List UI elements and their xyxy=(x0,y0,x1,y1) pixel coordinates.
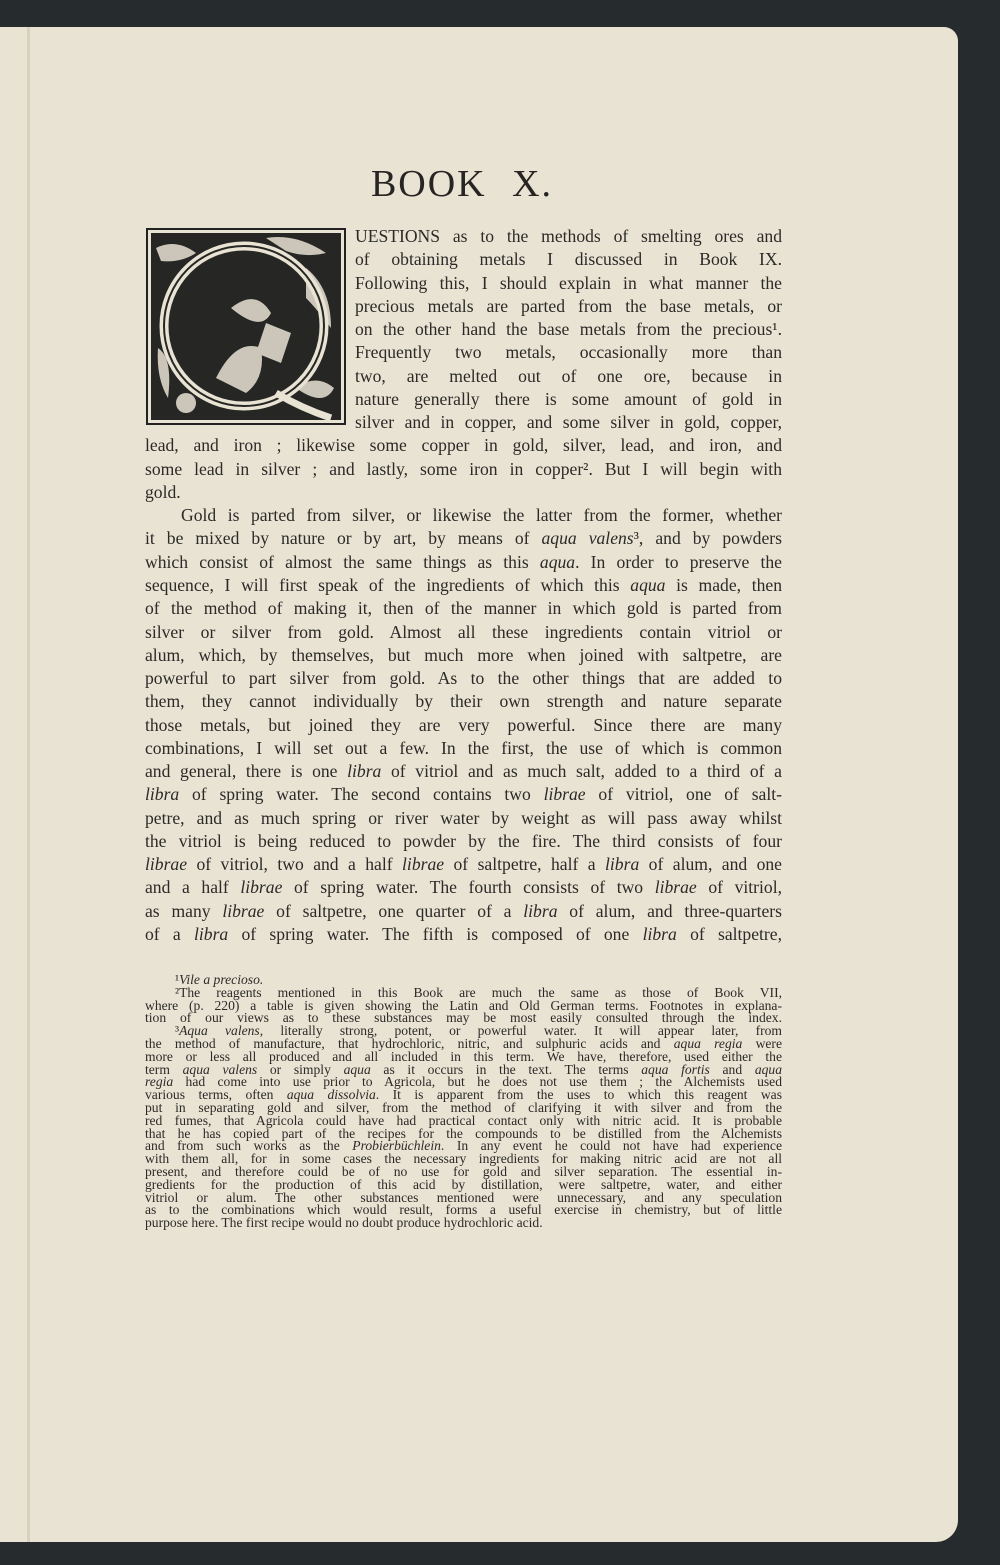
text-segment: and general, there is one xyxy=(145,761,348,782)
gutter-line xyxy=(27,27,30,1542)
text-segment: of saltpetre, one quarter of a xyxy=(264,900,524,921)
text-segment: , literally strong, potent, or powerful water. It will appear later, from xyxy=(259,1023,782,1039)
text-segment: purpose here. The first recipe would no doubt produce hydrochloric acid. xyxy=(145,1215,543,1231)
text-line xyxy=(145,690,782,713)
italic-text: libra xyxy=(194,923,229,944)
text-segment: of vitriol, xyxy=(696,877,782,898)
text-line xyxy=(355,341,782,364)
text-line xyxy=(145,504,782,527)
text-segment: or simply xyxy=(257,1061,344,1077)
text-segment: as to the combinations which would result, forms a useful exercise in chemistry, but of little xyxy=(145,1202,782,1218)
italic-text: librae xyxy=(543,784,586,805)
text-segment: . It is apparent from the uses to which this reagent was xyxy=(375,1087,783,1103)
text-segment: vitriol or alum. The other substances mentioned were unnecessary, and any speculation xyxy=(145,1189,782,1205)
text-line xyxy=(355,388,782,411)
italic-text: librae xyxy=(240,877,283,898)
text-segment: of spring water. The fourth consists of two xyxy=(282,877,655,898)
italic-text: librae xyxy=(654,877,697,898)
chapter-title: BOOK X. xyxy=(370,163,554,205)
italic-text: librae xyxy=(222,900,265,921)
italic-text: aqua xyxy=(539,551,576,572)
text-segment: sequence, I will first speak of the ingredients of which this xyxy=(145,574,631,595)
text-segment: of saltpetre, xyxy=(676,923,782,944)
italic-text: Probierbüchlein xyxy=(352,1138,441,1154)
text-segment: of obtaining metals I discussed in Book IX. xyxy=(355,249,782,270)
text-segment: UESTIONS as to the methods of smelting ores and xyxy=(355,226,782,246)
text-line xyxy=(145,481,782,504)
text-segment: as it occurs in the text. The terms xyxy=(370,1061,642,1077)
text-segment: were xyxy=(742,1035,782,1051)
text-line xyxy=(145,783,782,806)
text-line xyxy=(145,876,782,899)
text-segment: various terms, often xyxy=(145,1087,287,1103)
text-segment: the vitriol is being reduced to powder by the fire. The third consists of four xyxy=(145,830,782,851)
text-line xyxy=(355,318,782,341)
italic-text: libra xyxy=(523,900,558,921)
italic-text: librae xyxy=(145,854,188,875)
text-segment: silver and in copper, and some silver in gold, copper, xyxy=(355,412,782,433)
text-segment: ²The reagents mentioned in this Book are much the same as those of Book VII, xyxy=(175,984,782,1000)
text-segment: the method of manufacture, that hydrochloric, nitric, and sulphuric acids and xyxy=(145,1035,674,1051)
text-line xyxy=(145,830,782,853)
text-segment: ³ xyxy=(175,1023,180,1039)
text-line xyxy=(145,923,782,946)
text-line xyxy=(355,272,782,295)
italic-text: librae xyxy=(402,854,445,875)
italic-text: regia xyxy=(145,1074,174,1090)
italic-text: aqua dissolvia xyxy=(286,1087,376,1103)
text-segment: tion of our views as to these substances may be most easily consulted through the index. xyxy=(145,1010,782,1026)
body-text xyxy=(145,225,782,946)
text-line xyxy=(145,853,782,876)
text-segment: it be mixed by nature or by art, by means of xyxy=(145,528,542,549)
italic-text: Aqua valens xyxy=(179,1023,260,1039)
text-line xyxy=(145,644,782,667)
text-line xyxy=(145,597,782,620)
text-segment: which consist of almost the same things as this xyxy=(145,551,540,572)
text-segment: alum, which, by themselves, but much more when joined with saltpetre, are xyxy=(145,644,782,665)
footnotes xyxy=(145,974,782,1230)
text-line xyxy=(355,248,782,271)
text-segment: nature generally there is some amount of gold in xyxy=(355,388,782,409)
text-segment: of saltpetre, half a xyxy=(444,854,606,875)
text-segment: ¹ xyxy=(175,972,180,987)
text-segment: those metals, but joined they are very powerful. Since there are many xyxy=(145,714,782,735)
text-line xyxy=(145,737,782,760)
italic-text: Vile a precioso. xyxy=(179,972,264,987)
text-segment: where (p. 220) a table is given showing the Latin and Old German terms. Footnotes in explana- xyxy=(145,997,782,1013)
text-line xyxy=(145,621,782,644)
text-segment: some lead in silver ; and lastly, some iron in copper². But I will begin with xyxy=(145,458,782,479)
text-segment: . In order to preserve the xyxy=(575,551,782,572)
text-segment: with them all, for in some cases the necessary ingredients for making nitric acid are not all xyxy=(145,1151,782,1167)
italic-text: libra xyxy=(642,923,677,944)
text-segment: precious metals are parted from the base metals, or xyxy=(355,295,782,316)
text-segment: of spring water. The second contains two xyxy=(179,784,544,805)
text-segment: . In any event he could not have had experience xyxy=(440,1138,782,1154)
text-line xyxy=(145,551,782,574)
text-segment: lead, and iron ; likewise some copper in gold, silver, lead, and iron, and xyxy=(145,435,782,456)
text-segment: gold. xyxy=(145,481,181,502)
text-segment: that he has copied part of the recipes for the compounds to be distilled from the Alchemists xyxy=(145,1125,782,1141)
text-segment: had come into use prior to Agricola, but he does not use them ; the Alchemists used xyxy=(173,1074,782,1090)
italic-text: aqua valens xyxy=(182,1061,258,1077)
text-line xyxy=(145,807,782,830)
text-segment: of spring water. The fifth is composed of one xyxy=(228,923,643,944)
text-segment: Gold is parted from silver, or likewise the latter from the former, whether xyxy=(181,505,782,526)
text-segment: Frequently two metals, occasionally more than xyxy=(355,342,782,363)
text-segment: red fumes, that Agricola could have had practical contact only with nitric acid. It is probable xyxy=(145,1112,782,1128)
text-line xyxy=(355,225,782,248)
text-segment: powerful to part silver from gold. As to the other things that are added to xyxy=(145,668,782,689)
text-segment: of vitriol, one of salt- xyxy=(585,784,782,805)
text-segment: and from such works as the xyxy=(145,1138,353,1154)
footnote-line xyxy=(145,1217,782,1230)
text-segment: of alum, and one xyxy=(639,854,782,875)
text-line xyxy=(355,365,782,388)
text-segment: and xyxy=(709,1061,755,1077)
text-line xyxy=(145,900,782,923)
text-segment: more or less all produced and all included in this term. We have, therefore, used either the xyxy=(145,1048,782,1064)
text-line xyxy=(145,434,782,457)
italic-text: aqua regia xyxy=(673,1035,743,1051)
text-segment: as many xyxy=(145,900,223,921)
text-segment: Following this, I should explain in what manner the xyxy=(355,272,782,293)
text-segment: of a xyxy=(145,923,195,944)
text-segment: is made, then xyxy=(665,574,782,595)
text-line xyxy=(355,411,782,434)
italic-text: aqua valens xyxy=(541,528,634,549)
text-line xyxy=(145,760,782,783)
text-segment: present, and therefore could be of no use for gold and silver separation. The essential in- xyxy=(145,1163,782,1179)
italic-text: aqua xyxy=(630,574,666,595)
text-line xyxy=(145,714,782,737)
text-line xyxy=(145,458,782,481)
text-line xyxy=(145,667,782,690)
text-segment: petre, and as much spring or river water by weight as will pass away whilst xyxy=(145,807,782,828)
text-segment: on the other hand the base metals from the precious¹. xyxy=(355,319,782,340)
italic-text: libra xyxy=(605,854,640,875)
italic-text: libra xyxy=(347,761,382,782)
italic-text: aqua xyxy=(754,1061,782,1077)
text-segment: of vitriol and as much salt, added to a third of a xyxy=(381,761,782,782)
italic-text: libra xyxy=(145,784,180,805)
text-segment: silver or silver from gold. Almost all these ingredients contain vitriol or xyxy=(145,621,782,642)
text-segment: and a half xyxy=(145,877,241,898)
text-line xyxy=(355,295,782,318)
text-segment: of the method of making it, then of the manner in which gold is parted from xyxy=(145,598,782,619)
text-segment: of vitriol, two and a half xyxy=(187,854,403,875)
text-line xyxy=(145,574,782,597)
italic-text: aqua fortis xyxy=(641,1061,710,1077)
text-segment: put in separating gold and silver, from the method of clarifying it with silver and from the xyxy=(145,1099,782,1115)
italic-text: aqua xyxy=(343,1061,371,1077)
text-segment: of alum, and three-quarters xyxy=(557,900,783,921)
text-segment: ³, and by powders xyxy=(633,528,782,549)
text-segment: gredients for the production of this acid by distillation, were saltpetre, water, and either xyxy=(145,1176,782,1192)
text-segment: combinations, I will set out a few. In the first, the use of which is common xyxy=(145,737,782,758)
text-segment: two, are melted out of one ore, because in xyxy=(355,365,782,386)
text-segment: term xyxy=(145,1061,183,1077)
text-line xyxy=(145,527,782,550)
text-segment: them, they cannot individually by their own strength and nature separate xyxy=(145,691,782,712)
